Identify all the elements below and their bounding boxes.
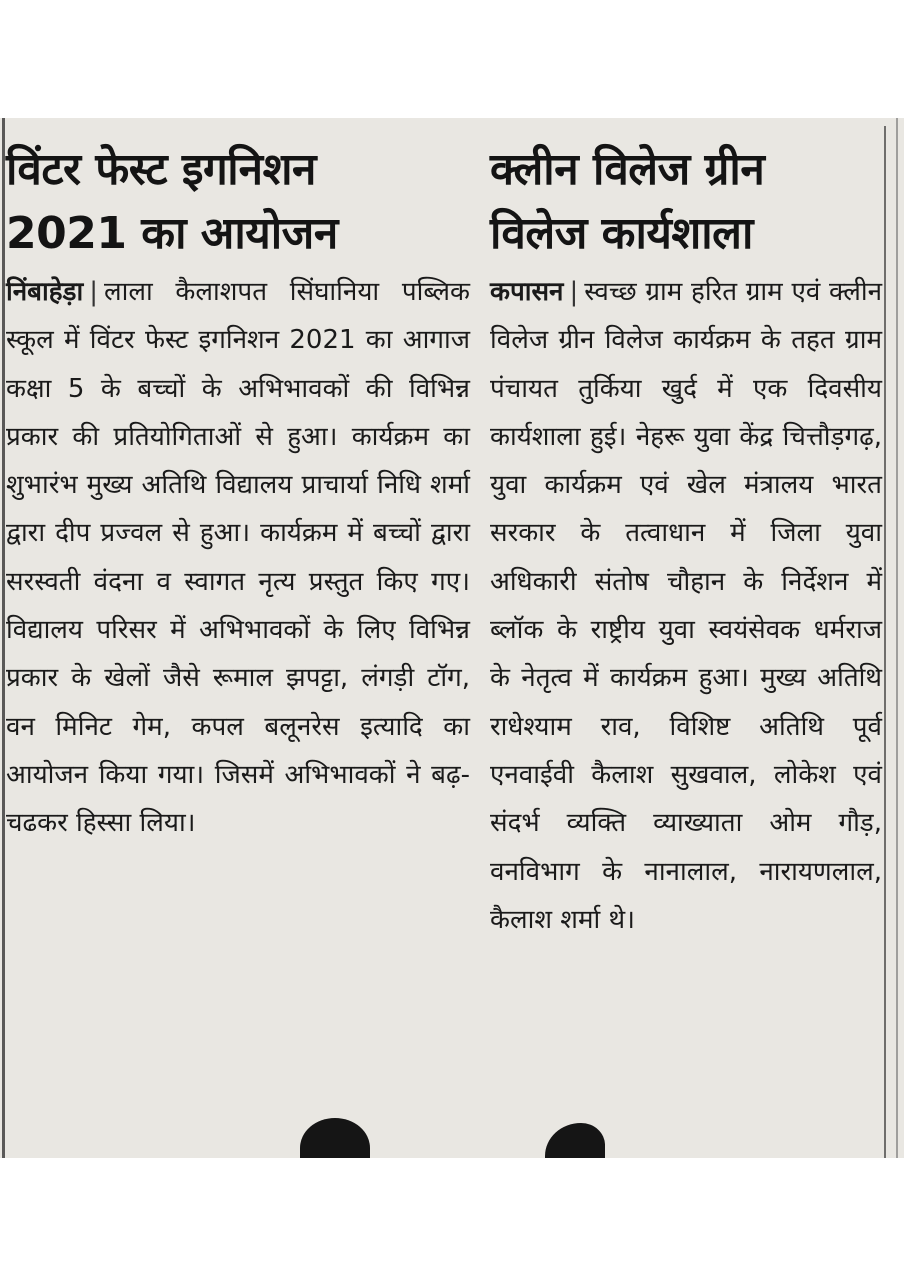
- article-winter-fest: [6, 138, 470, 848]
- dateline: कपासन: [490, 277, 564, 307]
- dateline-separator: |: [89, 277, 98, 307]
- dateline: निंबाहेड़ा: [6, 277, 84, 307]
- body-text: स्वच्छ ग्राम हरित ग्राम एवं क्लीन विलेज ग्रीन विलेज कार्यक्रम के तहत ग्राम पंचायत तुर्किया खुर्द में एक दिवसीय कार्यशाला हुई। नेहरू युवा केंद्र चित्तौड़गढ़, युवा कार्यक्रम एवं खेल मंत्रालय भारत सरकार के तत्वाधान में जिला युवा अधिकारी संतोष चौहान के निर्देशन में ब्लॉक के राष्ट्रीय युवा स्वयंसेवक धर्मराज के नेतृत्व में कार्यक्रम हुआ। मुख्य अतिथि राधेश्याम राव, विशिष्ट अतिथि पूर्व एनवाईवी कैलाश सुखवाल, लोकेश एवं संदर्भ व्यक्ति व्याख्याता ओम गौड़, वनविभाग के नानालाल, नारायणलाल, कैलाश शर्मा थे।: [490, 277, 882, 935]
- column-rule-left: [2, 118, 5, 1158]
- headline-clean-village: [490, 138, 882, 266]
- page-edge-rule: [896, 118, 898, 1158]
- article-body: [6, 268, 470, 848]
- ink-smudge: [545, 1123, 605, 1158]
- column-rule-right: [884, 126, 886, 1158]
- dateline-separator: |: [569, 277, 579, 307]
- headline-line-1: क्लीन विलेज ग्रीन: [490, 144, 765, 195]
- headline-line-2: विलेज कार्यशाला: [490, 208, 753, 259]
- article-body: [490, 268, 882, 944]
- headline-line-1: विंटर फेस्ट इगनिशन: [6, 144, 316, 195]
- body-text: लाला कैलाशपत सिंघानिया पब्लिक स्कूल में विंटर फेस्ट इगनिशन 2021 का आगाज कक्षा 5 के बच्चों के अभिभावकों की विभिन्न प्रकार की प्रतियोगिताओं से हुआ। कार्यक्रम का शुभारंभ मुख्य अतिथि विद्यालय प्राचार्या निधि शर्मा द्वारा दीप प्रज्वल से हुआ। कार्यक्रम में बच्चों द्वारा सरस्वती वंदना व स्वागत नृत्य प्रस्तुत किए गए। विद्यालय परिसर में अभिभावकों के लिए विभिन्न प्रकार के खेलों जैसे रूमाल झपट्टा, लंगड़ी टॉग, वन मिनिट गेम, कपल बलूनरेस इत्यादि का आयोजन किया गया। जिसमें अभिभावकों ने बढ़-चढकर हिस्सा लिया।: [6, 277, 470, 839]
- headline-line-2: 2021 का आयोजन: [6, 208, 338, 259]
- article-clean-village: [490, 138, 882, 944]
- headline-winter-fest: [6, 138, 470, 266]
- newspaper-clipping: [0, 118, 904, 1158]
- ink-smudge: [300, 1118, 370, 1158]
